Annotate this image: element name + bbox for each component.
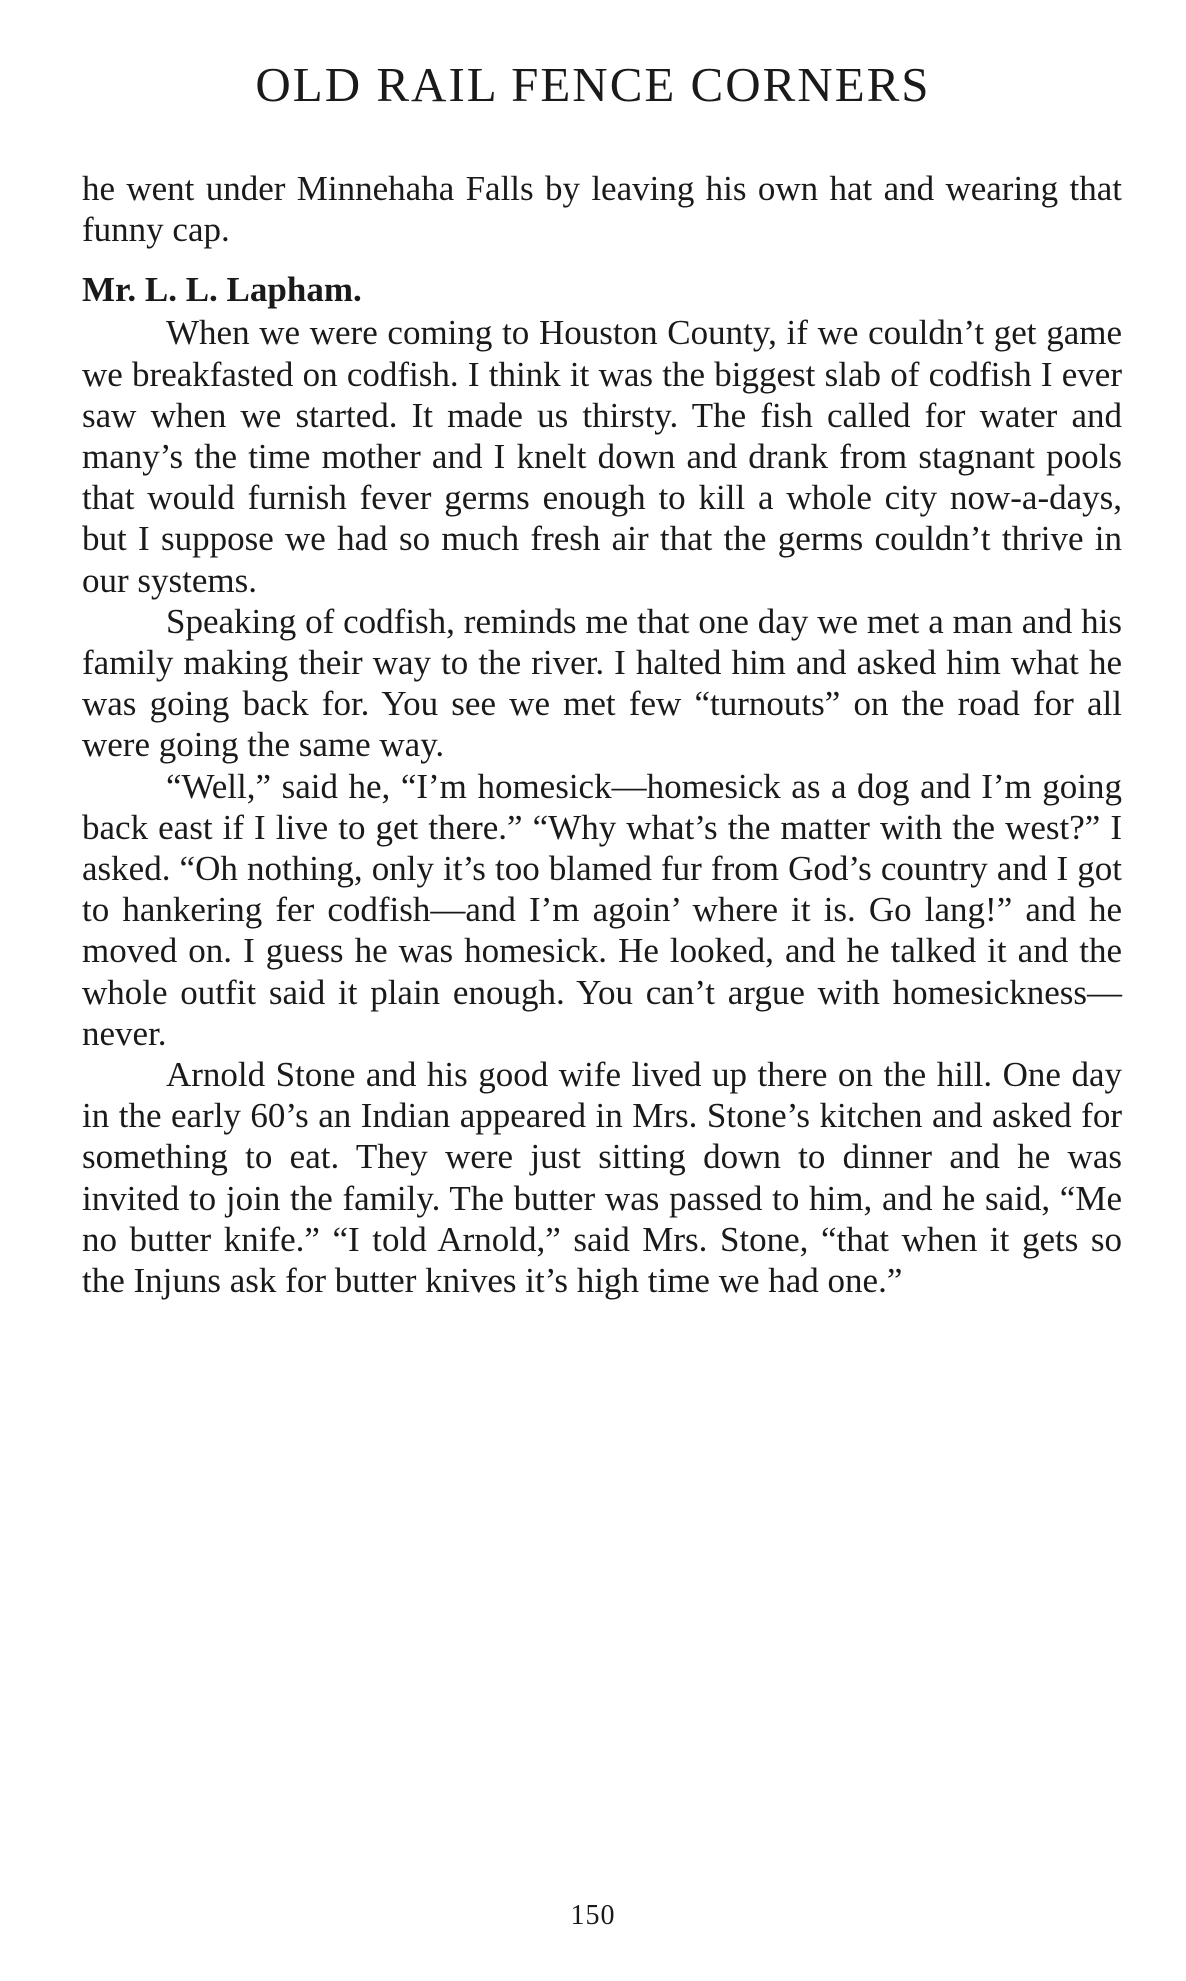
running-title: OLD RAIL FENCE CORNERS bbox=[255, 57, 931, 112]
opening-paragraph: he went under Minnehaha Falls by leaving his own hat and wearing that funny cap. bbox=[82, 169, 1122, 250]
speaker-heading: Mr. L. L. Lapham. bbox=[82, 270, 362, 310]
paragraph-homesick: “Well,” said he, “I’m homesick—homesick as a dog and I’m going back east if I live to get there.” “Why what’s the matter with the west?” I asked. “Oh nothing, only it’s too blamed fur from God’s country and I got to hankering fer codfish—and I’m agoin’ where it is. Go lang!” and he moved on. I guess he was homesick. He looked, and he talked it and the whole outfit said it plain enough. You can’t argue with homesickness—never. bbox=[82, 766, 1122, 1053]
body-text bbox=[82, 168, 1122, 1301]
page-number: 150 bbox=[570, 1900, 616, 1931]
paragraph-codfish-journey: When we were coming to Houston County, if we couldn’t get game we breakfasted on codfish. I think it was the biggest slab of codfish I ever saw when we started. It made us thirsty. The fish called for water and many’s the time mother and I knelt down and drank from stagnant pools that would furnish fever germs enough to kill a whole city now-a-days, but I suppose we had so much fresh air that the germs couldn’t thrive in our systems. bbox=[82, 313, 1122, 600]
paragraph-arnold-stone: Arnold Stone and his good wife lived up there on the hill. One day in the early 60’s an Indian appeared in Mrs. Stone’s kitchen and asked for something to eat. They were just sitting down to dinner and he was invited to join the family. The butter was passed to him, and he said, “Me no butter knife.” “I told Arnold,” said Mrs. Stone, “that when it gets so the Injuns ask for butter knives it’s high time we had one.” bbox=[82, 1055, 1122, 1301]
paragraph-met-a-man: Speaking of codfish, reminds me that one day we met a man and his family making their way to the river. I halted him and asked him what he was going back for. You see we met few “turnouts” on the road for all were going the same way. bbox=[82, 601, 1122, 765]
